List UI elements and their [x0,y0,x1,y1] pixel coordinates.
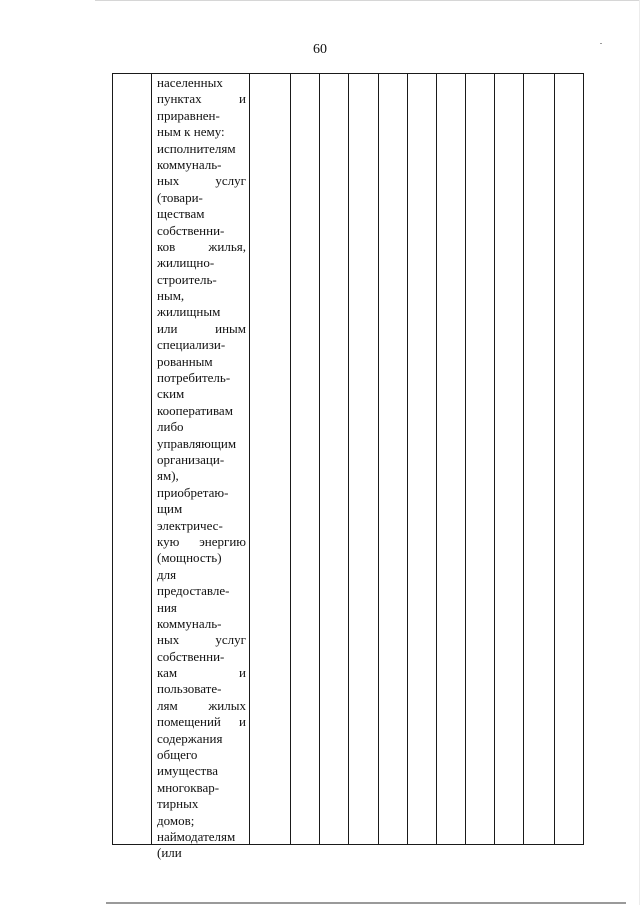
cell-text-word: наймодателям [157,828,236,844]
cell-text-line [157,206,246,222]
scan-bottom-edge [106,902,626,904]
cell-text-line [157,698,246,714]
cell-text-line [157,616,246,632]
cell-text-word: (мощность) [157,550,222,566]
cell-text-word: жилья, [208,238,246,254]
cell-text-word: либо [157,419,184,435]
cell-text-word: услуг [215,632,246,648]
cell-text-line [157,173,246,189]
cell-text-word: управляющим [157,435,237,451]
cell-text-word: лям [157,697,178,713]
cell-text-word: для [157,566,177,582]
cell-text-line [157,649,246,665]
cell-text-line [157,304,246,320]
cell-text-word: и [239,714,246,730]
column-rule [151,73,152,845]
cell-text-line [157,337,246,353]
cell-text-word: кую [157,533,180,549]
cell-text-line [157,534,246,550]
column-rule [319,73,320,845]
cell-text-word: ных [157,632,180,648]
cell-text-word: энергию [199,533,246,549]
cell-text-word: (или [157,845,182,861]
cell-text-word: кооперативам [157,402,233,418]
cell-text-word: пользовате- [157,681,222,697]
cell-text-line [157,600,246,616]
cell-text-line [157,354,246,370]
cell-text-word: ям), [157,468,179,484]
cell-text-word: потребитель- [157,370,231,386]
cell-text-line [157,321,246,337]
cell-text-line [157,288,246,304]
cell-text-word: ским [157,386,185,402]
cell-text-word: приравнен- [157,107,220,123]
column-rule [554,73,555,845]
column-rule [465,73,466,845]
cell-text-line [157,419,246,435]
cell-text-line [157,813,246,829]
column-rule [407,73,408,845]
cell-text-line [157,780,246,796]
cell-text-line [157,567,246,583]
cell-text-word: жилищно- [157,255,215,271]
cell-text-line [157,485,246,501]
cell-text-line [157,681,246,697]
description-cell [157,75,246,862]
cell-text-word: и [239,665,246,681]
cell-text-word: ков [157,238,176,254]
column-rule [249,73,250,845]
cell-text-line [157,75,246,91]
cell-text-line [157,239,246,255]
cell-text-line [157,452,246,468]
cell-text-line [157,468,246,484]
cell-text-word: строитель- [157,271,217,287]
cell-text-line [157,632,246,648]
cell-text-word: домов; [157,812,195,828]
cell-text-line [157,731,246,747]
cell-text-word: общего [157,747,198,763]
cell-text-word: ным к нему: [157,124,225,140]
cell-text-word: или [157,320,178,336]
cell-text-word: услуг [215,173,246,189]
cell-text-word: и [239,91,246,107]
page-number: 60 [313,42,327,57]
cell-text-word: коммуналь- [157,156,222,172]
cell-text-word: жилищным [157,304,221,320]
cell-text-word: собственни- [157,648,225,664]
cell-text-word: многоквар- [157,779,220,795]
cell-text-line [157,583,246,599]
cell-text-line [157,665,246,681]
cell-text-line [157,763,246,779]
cell-text-word: иным [215,320,246,336]
cell-text-line [157,747,246,763]
column-rule [436,73,437,845]
cell-text-word: специализи- [157,337,226,353]
cell-text-line [157,190,246,206]
cell-text-word: коммуналь- [157,615,222,631]
cell-text-line [157,91,246,107]
cell-text-line [157,272,246,288]
cell-text-word: приобретаю- [157,484,229,500]
cell-text-word: организаци- [157,451,225,467]
cell-text-word: предоставле- [157,583,230,599]
column-rule [494,73,495,845]
cell-text-word: собственни- [157,222,225,238]
cell-text-line [157,223,246,239]
cell-text-line [157,157,246,173]
cell-text-line [157,796,246,812]
column-rule [583,73,584,845]
cell-text-line [157,108,246,124]
column-rule [523,73,524,845]
cell-text-line [157,255,246,271]
column-rule [348,73,349,845]
cell-text-word: тирных [157,796,199,812]
cell-text-word: содержания [157,730,223,746]
cell-text-word: рованным [157,353,213,369]
cell-text-word: населенных [157,75,223,90]
cell-text-line [157,845,246,861]
cell-text-line [157,518,246,534]
cell-text-line [157,436,246,452]
cell-text-line [157,550,246,566]
cell-text-line [157,386,246,402]
cell-text-word: щим [157,501,183,517]
cell-text-word: ных [157,173,180,189]
cell-text-line [157,714,246,730]
column-rule [378,73,379,845]
cell-text-word: электричес- [157,517,223,533]
cell-text-word: ным, [157,288,185,304]
cell-text-word: ния [157,599,177,615]
cell-text-line [157,829,246,845]
cell-text-line [157,124,246,140]
cell-text-word: пунктах [157,91,202,107]
cell-text-word: жилых [208,697,246,713]
column-rule [290,73,291,845]
cell-text-word: имущества [157,763,218,779]
cell-text-line [157,141,246,157]
cell-text-word: кам [157,665,178,681]
cell-text-word: (товари- [157,189,203,205]
cell-text-word: ществам [157,206,205,222]
scan-top-edge [95,0,640,1]
column-rule [112,73,113,845]
cell-text-word: помещений [157,714,221,730]
cell-text-line [157,501,246,517]
cell-text-line [157,403,246,419]
cell-text-word: исполнителям [157,140,236,156]
cell-text-line [157,370,246,386]
